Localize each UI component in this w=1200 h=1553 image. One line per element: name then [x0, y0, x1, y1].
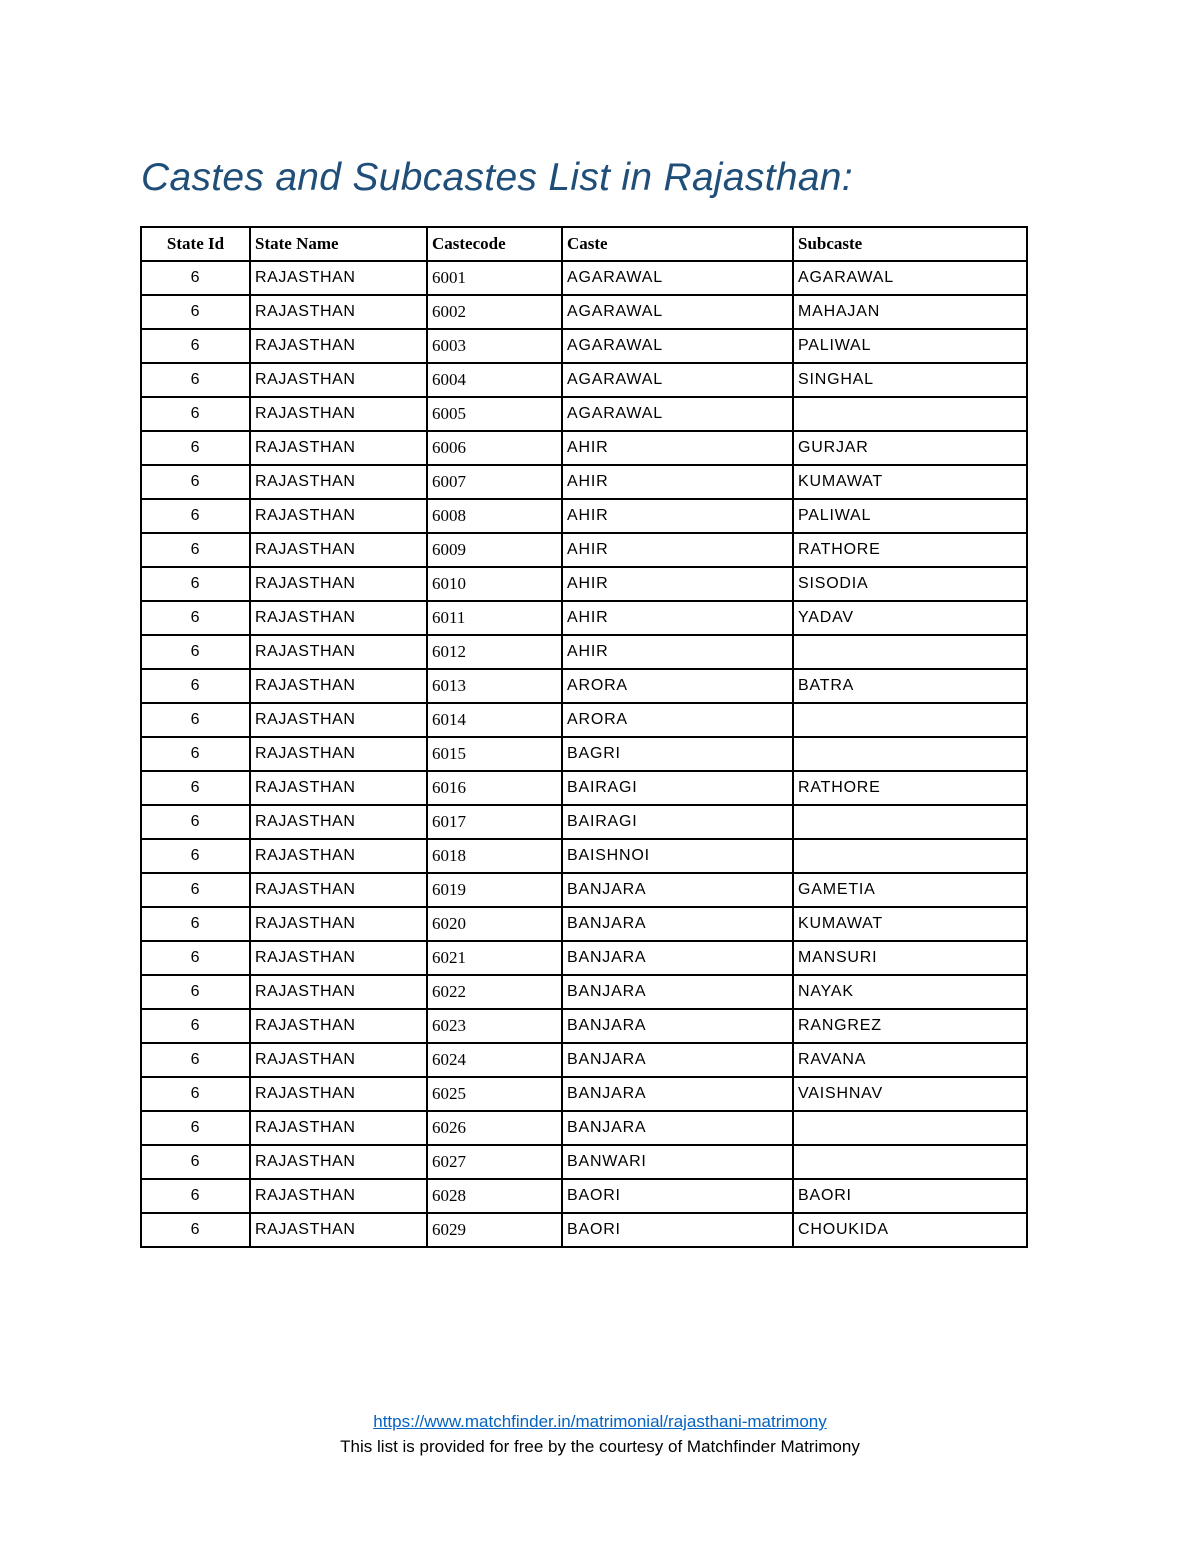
- cell-state-id: 6: [141, 465, 250, 499]
- cell-subcaste: MANSURI: [793, 941, 1027, 975]
- cell-caste: BANJARA: [562, 1111, 793, 1145]
- cell-state-name: RAJASTHAN: [250, 941, 427, 975]
- cell-state-name: RAJASTHAN: [250, 601, 427, 635]
- cell-caste: BANJARA: [562, 1043, 793, 1077]
- cell-state-id: 6: [141, 1111, 250, 1145]
- cell-castecode: 6020: [427, 907, 562, 941]
- cell-state-id: 6: [141, 363, 250, 397]
- table-row: [141, 839, 1027, 873]
- cell-caste: BAORI: [562, 1179, 793, 1213]
- cell-subcaste: PALIWAL: [793, 329, 1027, 363]
- table-row: [141, 1179, 1027, 1213]
- cell-state-name: RAJASTHAN: [250, 1145, 427, 1179]
- cell-state-name: RAJASTHAN: [250, 1009, 427, 1043]
- table-row: [141, 1145, 1027, 1179]
- cell-state-name: RAJASTHAN: [250, 431, 427, 465]
- cell-state-name: RAJASTHAN: [250, 805, 427, 839]
- matrimony-link[interactable]: https://www.matchfinder.in/matrimonial/rajasthani-matrimony: [373, 1412, 827, 1431]
- cell-castecode: 6009: [427, 533, 562, 567]
- table-row: [141, 295, 1027, 329]
- cell-subcaste: [793, 1145, 1027, 1179]
- cell-state-name: RAJASTHAN: [250, 295, 427, 329]
- cell-subcaste: BATRA: [793, 669, 1027, 703]
- cell-caste: BAISHNOI: [562, 839, 793, 873]
- cell-castecode: 6005: [427, 397, 562, 431]
- table-row: [141, 1009, 1027, 1043]
- cell-subcaste: [793, 839, 1027, 873]
- cell-state-name: RAJASTHAN: [250, 567, 427, 601]
- cell-state-id: 6: [141, 771, 250, 805]
- cell-state-id: 6: [141, 567, 250, 601]
- cell-state-id: 6: [141, 499, 250, 533]
- cell-castecode: 6006: [427, 431, 562, 465]
- cell-state-id: 6: [141, 533, 250, 567]
- cell-state-id: 6: [141, 397, 250, 431]
- cell-castecode: 6019: [427, 873, 562, 907]
- cell-state-name: RAJASTHAN: [250, 1213, 427, 1247]
- cell-state-name: RAJASTHAN: [250, 873, 427, 907]
- cell-state-name: RAJASTHAN: [250, 465, 427, 499]
- cell-castecode: 6022: [427, 975, 562, 1009]
- cell-castecode: 6012: [427, 635, 562, 669]
- cell-castecode: 6002: [427, 295, 562, 329]
- cell-caste: AHIR: [562, 465, 793, 499]
- cell-state-name: RAJASTHAN: [250, 1077, 427, 1111]
- cell-caste: AGARAWAL: [562, 397, 793, 431]
- cell-caste: AGARAWAL: [562, 295, 793, 329]
- table-row: [141, 601, 1027, 635]
- cell-caste: BAIRAGI: [562, 805, 793, 839]
- table-row: [141, 1111, 1027, 1145]
- cell-castecode: 6026: [427, 1111, 562, 1145]
- cell-castecode: 6010: [427, 567, 562, 601]
- cell-subcaste: [793, 397, 1027, 431]
- cell-subcaste: RATHORE: [793, 533, 1027, 567]
- cell-subcaste: SINGHAL: [793, 363, 1027, 397]
- table-row: [141, 975, 1027, 1009]
- cell-subcaste: CHOUKIDA: [793, 1213, 1027, 1247]
- table-header: [141, 227, 1027, 261]
- cell-state-id: 6: [141, 1179, 250, 1213]
- cell-state-id: 6: [141, 941, 250, 975]
- cell-state-id: 6: [141, 431, 250, 465]
- cell-castecode: 6007: [427, 465, 562, 499]
- cell-castecode: 6004: [427, 363, 562, 397]
- cell-caste: BANJARA: [562, 975, 793, 1009]
- cell-state-name: RAJASTHAN: [250, 1111, 427, 1145]
- cell-caste: AHIR: [562, 499, 793, 533]
- cell-state-name: RAJASTHAN: [250, 533, 427, 567]
- cell-subcaste: [793, 703, 1027, 737]
- cell-state-id: 6: [141, 839, 250, 873]
- cell-castecode: 6001: [427, 261, 562, 295]
- cell-subcaste: YADAV: [793, 601, 1027, 635]
- table-row: [141, 363, 1027, 397]
- cell-caste: BAIRAGI: [562, 771, 793, 805]
- cell-state-name: RAJASTHAN: [250, 703, 427, 737]
- courtesy-note: This list is provided for free by the courtesy of Matchfinder Matrimony: [340, 1437, 860, 1456]
- cell-castecode: 6018: [427, 839, 562, 873]
- cell-castecode: 6028: [427, 1179, 562, 1213]
- header-row: [141, 227, 1027, 261]
- cell-state-id: 6: [141, 669, 250, 703]
- cell-state-id: 6: [141, 873, 250, 907]
- cell-caste: AGARAWAL: [562, 261, 793, 295]
- table-row: [141, 1077, 1027, 1111]
- cell-caste: AGARAWAL: [562, 363, 793, 397]
- cell-castecode: 6013: [427, 669, 562, 703]
- cell-state-id: 6: [141, 703, 250, 737]
- cell-subcaste: KUMAWAT: [793, 465, 1027, 499]
- header-subcaste: Subcaste: [793, 227, 1027, 261]
- cell-state-name: RAJASTHAN: [250, 1179, 427, 1213]
- table-row: [141, 805, 1027, 839]
- cell-caste: ARORA: [562, 703, 793, 737]
- table-row: [141, 1213, 1027, 1247]
- cell-caste: ARORA: [562, 669, 793, 703]
- cell-state-name: RAJASTHAN: [250, 499, 427, 533]
- cell-state-name: RAJASTHAN: [250, 635, 427, 669]
- header-caste: Caste: [562, 227, 793, 261]
- table-row: [141, 873, 1027, 907]
- cell-castecode: 6003: [427, 329, 562, 363]
- cell-caste: AHIR: [562, 431, 793, 465]
- header-castecode: Castecode: [427, 227, 562, 261]
- cell-caste: BANJARA: [562, 907, 793, 941]
- cell-castecode: 6017: [427, 805, 562, 839]
- cell-caste: BANWARI: [562, 1145, 793, 1179]
- cell-state-id: 6: [141, 1077, 250, 1111]
- cell-state-name: RAJASTHAN: [250, 975, 427, 1009]
- cell-subcaste: VAISHNAV: [793, 1077, 1027, 1111]
- cell-subcaste: SISODIA: [793, 567, 1027, 601]
- cell-subcaste: MAHAJAN: [793, 295, 1027, 329]
- cell-caste: BANJARA: [562, 1077, 793, 1111]
- cell-subcaste: NAYAK: [793, 975, 1027, 1009]
- cell-subcaste: [793, 635, 1027, 669]
- cell-state-id: 6: [141, 737, 250, 771]
- header-state-id: State Id: [141, 227, 250, 261]
- cell-subcaste: KUMAWAT: [793, 907, 1027, 941]
- cell-subcaste: [793, 1111, 1027, 1145]
- table-row: [141, 499, 1027, 533]
- table-row: [141, 907, 1027, 941]
- cell-state-name: RAJASTHAN: [250, 669, 427, 703]
- cell-subcaste: RANGREZ: [793, 1009, 1027, 1043]
- cell-caste: BANJARA: [562, 873, 793, 907]
- table-row: [141, 635, 1027, 669]
- cell-state-id: 6: [141, 1009, 250, 1043]
- cell-state-id: 6: [141, 1145, 250, 1179]
- table-row: [141, 1043, 1027, 1077]
- cell-subcaste: GAMETIA: [793, 873, 1027, 907]
- cell-castecode: 6011: [427, 601, 562, 635]
- cell-subcaste: BAORI: [793, 1179, 1027, 1213]
- table-row: [141, 261, 1027, 295]
- cell-castecode: 6015: [427, 737, 562, 771]
- cell-state-name: RAJASTHAN: [250, 771, 427, 805]
- cell-state-name: RAJASTHAN: [250, 329, 427, 363]
- cell-subcaste: PALIWAL: [793, 499, 1027, 533]
- cell-state-id: 6: [141, 601, 250, 635]
- cell-caste: BAORI: [562, 1213, 793, 1247]
- cell-subcaste: GURJAR: [793, 431, 1027, 465]
- cell-state-name: RAJASTHAN: [250, 737, 427, 771]
- cell-caste: AHIR: [562, 635, 793, 669]
- cell-castecode: 6016: [427, 771, 562, 805]
- cell-state-id: 6: [141, 1043, 250, 1077]
- cell-subcaste: RAVANA: [793, 1043, 1027, 1077]
- cell-caste: AGARAWAL: [562, 329, 793, 363]
- cell-caste: BANJARA: [562, 1009, 793, 1043]
- cell-state-name: RAJASTHAN: [250, 907, 427, 941]
- table-row: [141, 567, 1027, 601]
- table-row: [141, 737, 1027, 771]
- cell-state-name: RAJASTHAN: [250, 839, 427, 873]
- table-row: [141, 703, 1027, 737]
- cell-subcaste: RATHORE: [793, 771, 1027, 805]
- cell-castecode: 6014: [427, 703, 562, 737]
- cell-state-name: RAJASTHAN: [250, 261, 427, 295]
- cell-state-name: RAJASTHAN: [250, 397, 427, 431]
- cell-castecode: 6027: [427, 1145, 562, 1179]
- cell-castecode: 6029: [427, 1213, 562, 1247]
- caste-table: [140, 226, 1028, 1248]
- cell-caste: BANJARA: [562, 941, 793, 975]
- cell-state-name: RAJASTHAN: [250, 1043, 427, 1077]
- table-row: [141, 669, 1027, 703]
- cell-caste: AHIR: [562, 567, 793, 601]
- cell-state-id: 6: [141, 907, 250, 941]
- cell-caste: AHIR: [562, 533, 793, 567]
- cell-state-id: 6: [141, 805, 250, 839]
- cell-subcaste: [793, 805, 1027, 839]
- table-row: [141, 465, 1027, 499]
- cell-caste: AHIR: [562, 601, 793, 635]
- table-row: [141, 533, 1027, 567]
- cell-state-name: RAJASTHAN: [250, 363, 427, 397]
- table-row: [141, 397, 1027, 431]
- cell-state-id: 6: [141, 635, 250, 669]
- cell-castecode: 6023: [427, 1009, 562, 1043]
- cell-castecode: 6024: [427, 1043, 562, 1077]
- cell-state-id: 6: [141, 975, 250, 1009]
- table-row: [141, 431, 1027, 465]
- cell-state-id: 6: [141, 295, 250, 329]
- cell-state-id: 6: [141, 329, 250, 363]
- cell-castecode: 6025: [427, 1077, 562, 1111]
- table-row: [141, 329, 1027, 363]
- page-title: Castes and Subcastes List in Rajasthan:: [141, 156, 853, 199]
- header-state-name: State Name: [250, 227, 427, 261]
- cell-castecode: 6008: [427, 499, 562, 533]
- table-row: [141, 771, 1027, 805]
- table-row: [141, 941, 1027, 975]
- cell-state-id: 6: [141, 261, 250, 295]
- cell-subcaste: AGARAWAL: [793, 261, 1027, 295]
- cell-state-id: 6: [141, 1213, 250, 1247]
- cell-caste: BAGRI: [562, 737, 793, 771]
- cell-subcaste: [793, 737, 1027, 771]
- cell-castecode: 6021: [427, 941, 562, 975]
- footer: [0, 1409, 1200, 1459]
- table-body: [141, 261, 1027, 1247]
